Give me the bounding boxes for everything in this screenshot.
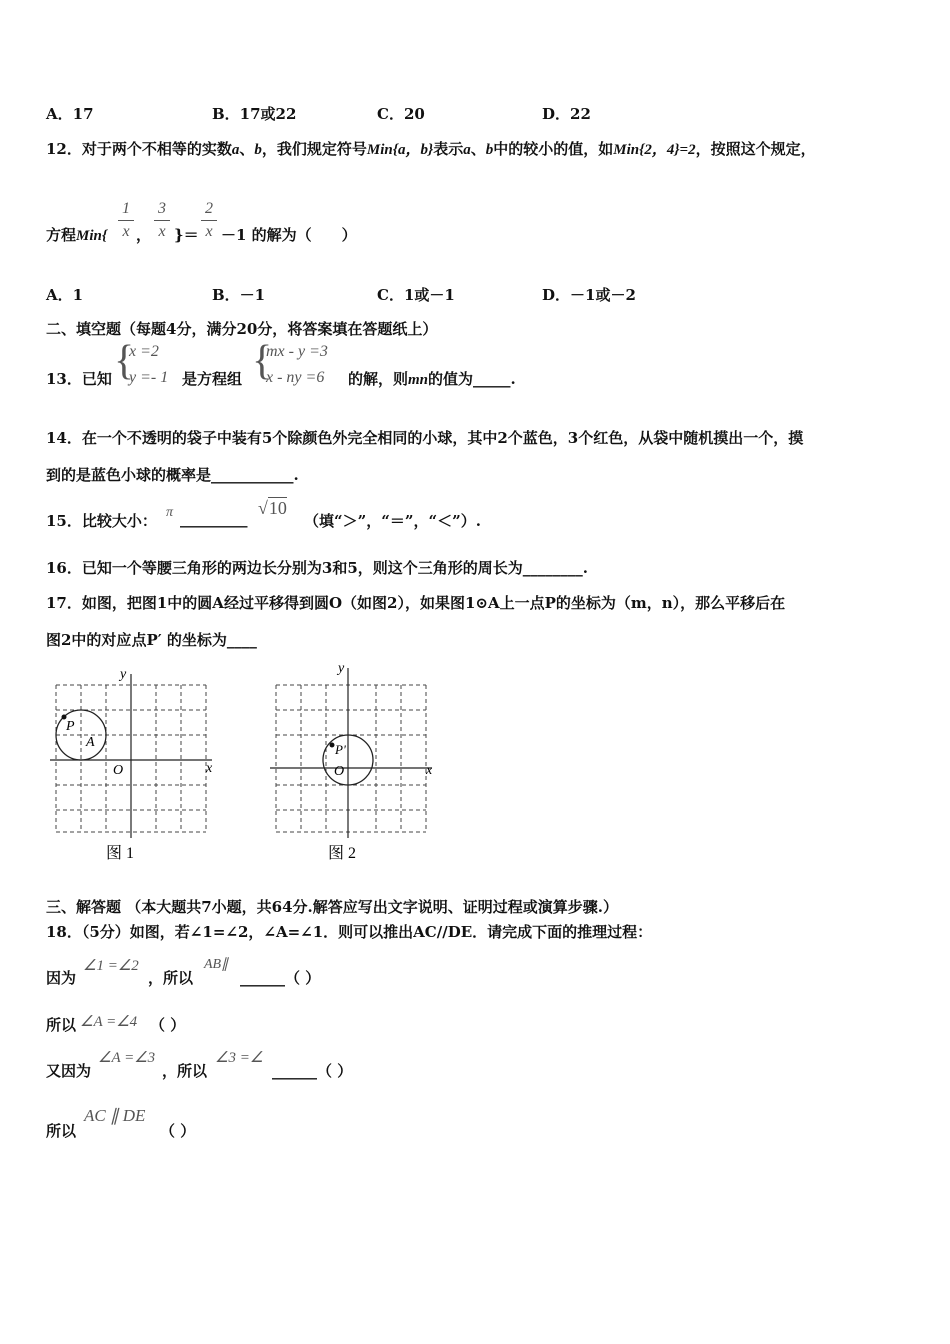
q18-s2-end: （ ） <box>150 1016 186 1034</box>
grid-lines <box>276 685 426 832</box>
q11-option-a: A．17 <box>46 105 94 123</box>
q12-eq-suffix: －1 的解为（ ） <box>221 226 357 244</box>
fig2-caption: 图 2 <box>328 845 357 862</box>
y-label: y <box>338 661 345 676</box>
q12-option-d: D．－1或－2 <box>542 286 636 304</box>
q12-option-c: C．1或－1 <box>377 286 455 304</box>
q18-s2-math: ∠A =∠4 <box>80 1014 138 1030</box>
q12-eq-prefix: 方程Min{ <box>46 226 108 244</box>
q18-s3-end: ______（ ） <box>272 1062 353 1080</box>
q17-figure-2 <box>260 660 460 870</box>
p-label: P <box>66 719 75 734</box>
q13-sys2-l1: mx - y =3 <box>266 343 328 360</box>
x-label: x <box>206 761 213 776</box>
q15-pi: π <box>166 505 174 520</box>
origin-label: O <box>334 764 345 779</box>
q18-s4-end: （ ） <box>160 1122 196 1140</box>
fig1-caption: 图 1 <box>106 845 135 862</box>
q12-option-b: B．－1 <box>212 286 266 304</box>
q15-suffix: （填“＞”，“＝”，“＜”）. <box>304 512 481 530</box>
q18-s1-math2: AB∥ <box>204 957 229 972</box>
q16-text: 16．已知一个等腰三角形的两边长分别为3和5，则这个三角形的周长为________. <box>46 559 588 577</box>
q12-close-eq: }＝ <box>174 226 199 244</box>
q18-s4-pre: 所以 <box>46 1122 77 1140</box>
q15-prefix: 15．比较大小： <box>46 512 157 530</box>
q13-sys1-l2: y =- 1 <box>129 369 169 386</box>
x-label: x <box>426 763 433 778</box>
q17-figure-1 <box>40 660 240 870</box>
q17-line2: 图2中的对应点P′ 的坐标为____ <box>46 631 257 649</box>
q11-option-c: C．20 <box>377 105 425 123</box>
q13-sys1-l1: x =2 <box>129 343 159 360</box>
q18-s3-mid: ，所以 <box>162 1062 208 1080</box>
q12-frac2: 3 x <box>154 200 170 241</box>
q18-s3-pre: 又因为 <box>46 1062 92 1080</box>
section2-title: 二、填空题（每题4分，满分20分，将答案填在答题纸上） <box>46 320 438 338</box>
q18-s3-math: ∠A =∠3 <box>98 1050 156 1066</box>
q17-line1: 17．如图，把图1中的圆A经过平移得到圆O（如图2），如果图1⊙A上一点P的坐标为（m，n），那么平移后在 <box>46 594 786 612</box>
q15-sqrt: √10 <box>258 498 287 518</box>
q12-option-a: A．1 <box>46 286 84 304</box>
section3-title: 三、解答题 （本大题共7小题，共64分.解答应写出文字说明、证明过程或演算步骤.） <box>46 898 618 916</box>
q18-s1-mid: ，所以 <box>148 969 194 987</box>
q13-brace1: { <box>114 338 135 384</box>
q11-option-b: B．17或22 <box>212 105 297 123</box>
q14-line2: 到的是蓝色小球的概率是___________. <box>46 466 299 484</box>
q18-s3-math2: ∠3 =∠ <box>215 1050 264 1066</box>
q12-frac3: 2 x <box>201 200 217 241</box>
q13-suffix: 的解，则mn的值为_____. <box>348 370 516 388</box>
origin-label: O <box>113 763 124 778</box>
q11-option-d: D．22 <box>542 105 591 123</box>
q18-s1-end: ______（ ） <box>240 969 321 987</box>
q14-line1: 14．在一个不透明的袋子中装有5个除颜色外完全相同的小球，其中2个蓝色，3个红色，从袋中随机摸出一个，摸 <box>46 429 804 447</box>
q18-s1-pre: 因为 <box>46 969 77 987</box>
y-label: y <box>120 667 127 682</box>
q18-intro: 18．（5分）如图，若∠1=∠2，∠A=∠1．则可以推出AC//DE．请完成下面的推理过程： <box>46 923 653 941</box>
q13-prefix: 13．已知 <box>46 370 112 388</box>
q15-blank: _________ <box>180 510 248 528</box>
q13-mid: 是方程组 <box>182 370 243 388</box>
a-label: A <box>86 735 95 750</box>
q12-line1: 12．对于两个不相等的实数a、b，我们规定符号Min{a，b}表示a、b中的较小的值，如Min{2，4}=2，按照这个规定， <box>46 140 816 158</box>
q18-s1-math: ∠1 =∠2 <box>83 958 139 974</box>
q12-frac1: 1 x <box>118 200 134 241</box>
q13-sys2-l2: x - ny =6 <box>266 369 325 386</box>
p-prime-label: P' <box>335 742 346 757</box>
q18-s2-pre: 所以 <box>46 1016 77 1034</box>
q12-comma: ， <box>136 226 152 244</box>
q18-s4-math: AC ∥ DE <box>84 1106 146 1125</box>
point-p-prime <box>330 743 335 748</box>
q13-brace2: { <box>252 338 273 384</box>
